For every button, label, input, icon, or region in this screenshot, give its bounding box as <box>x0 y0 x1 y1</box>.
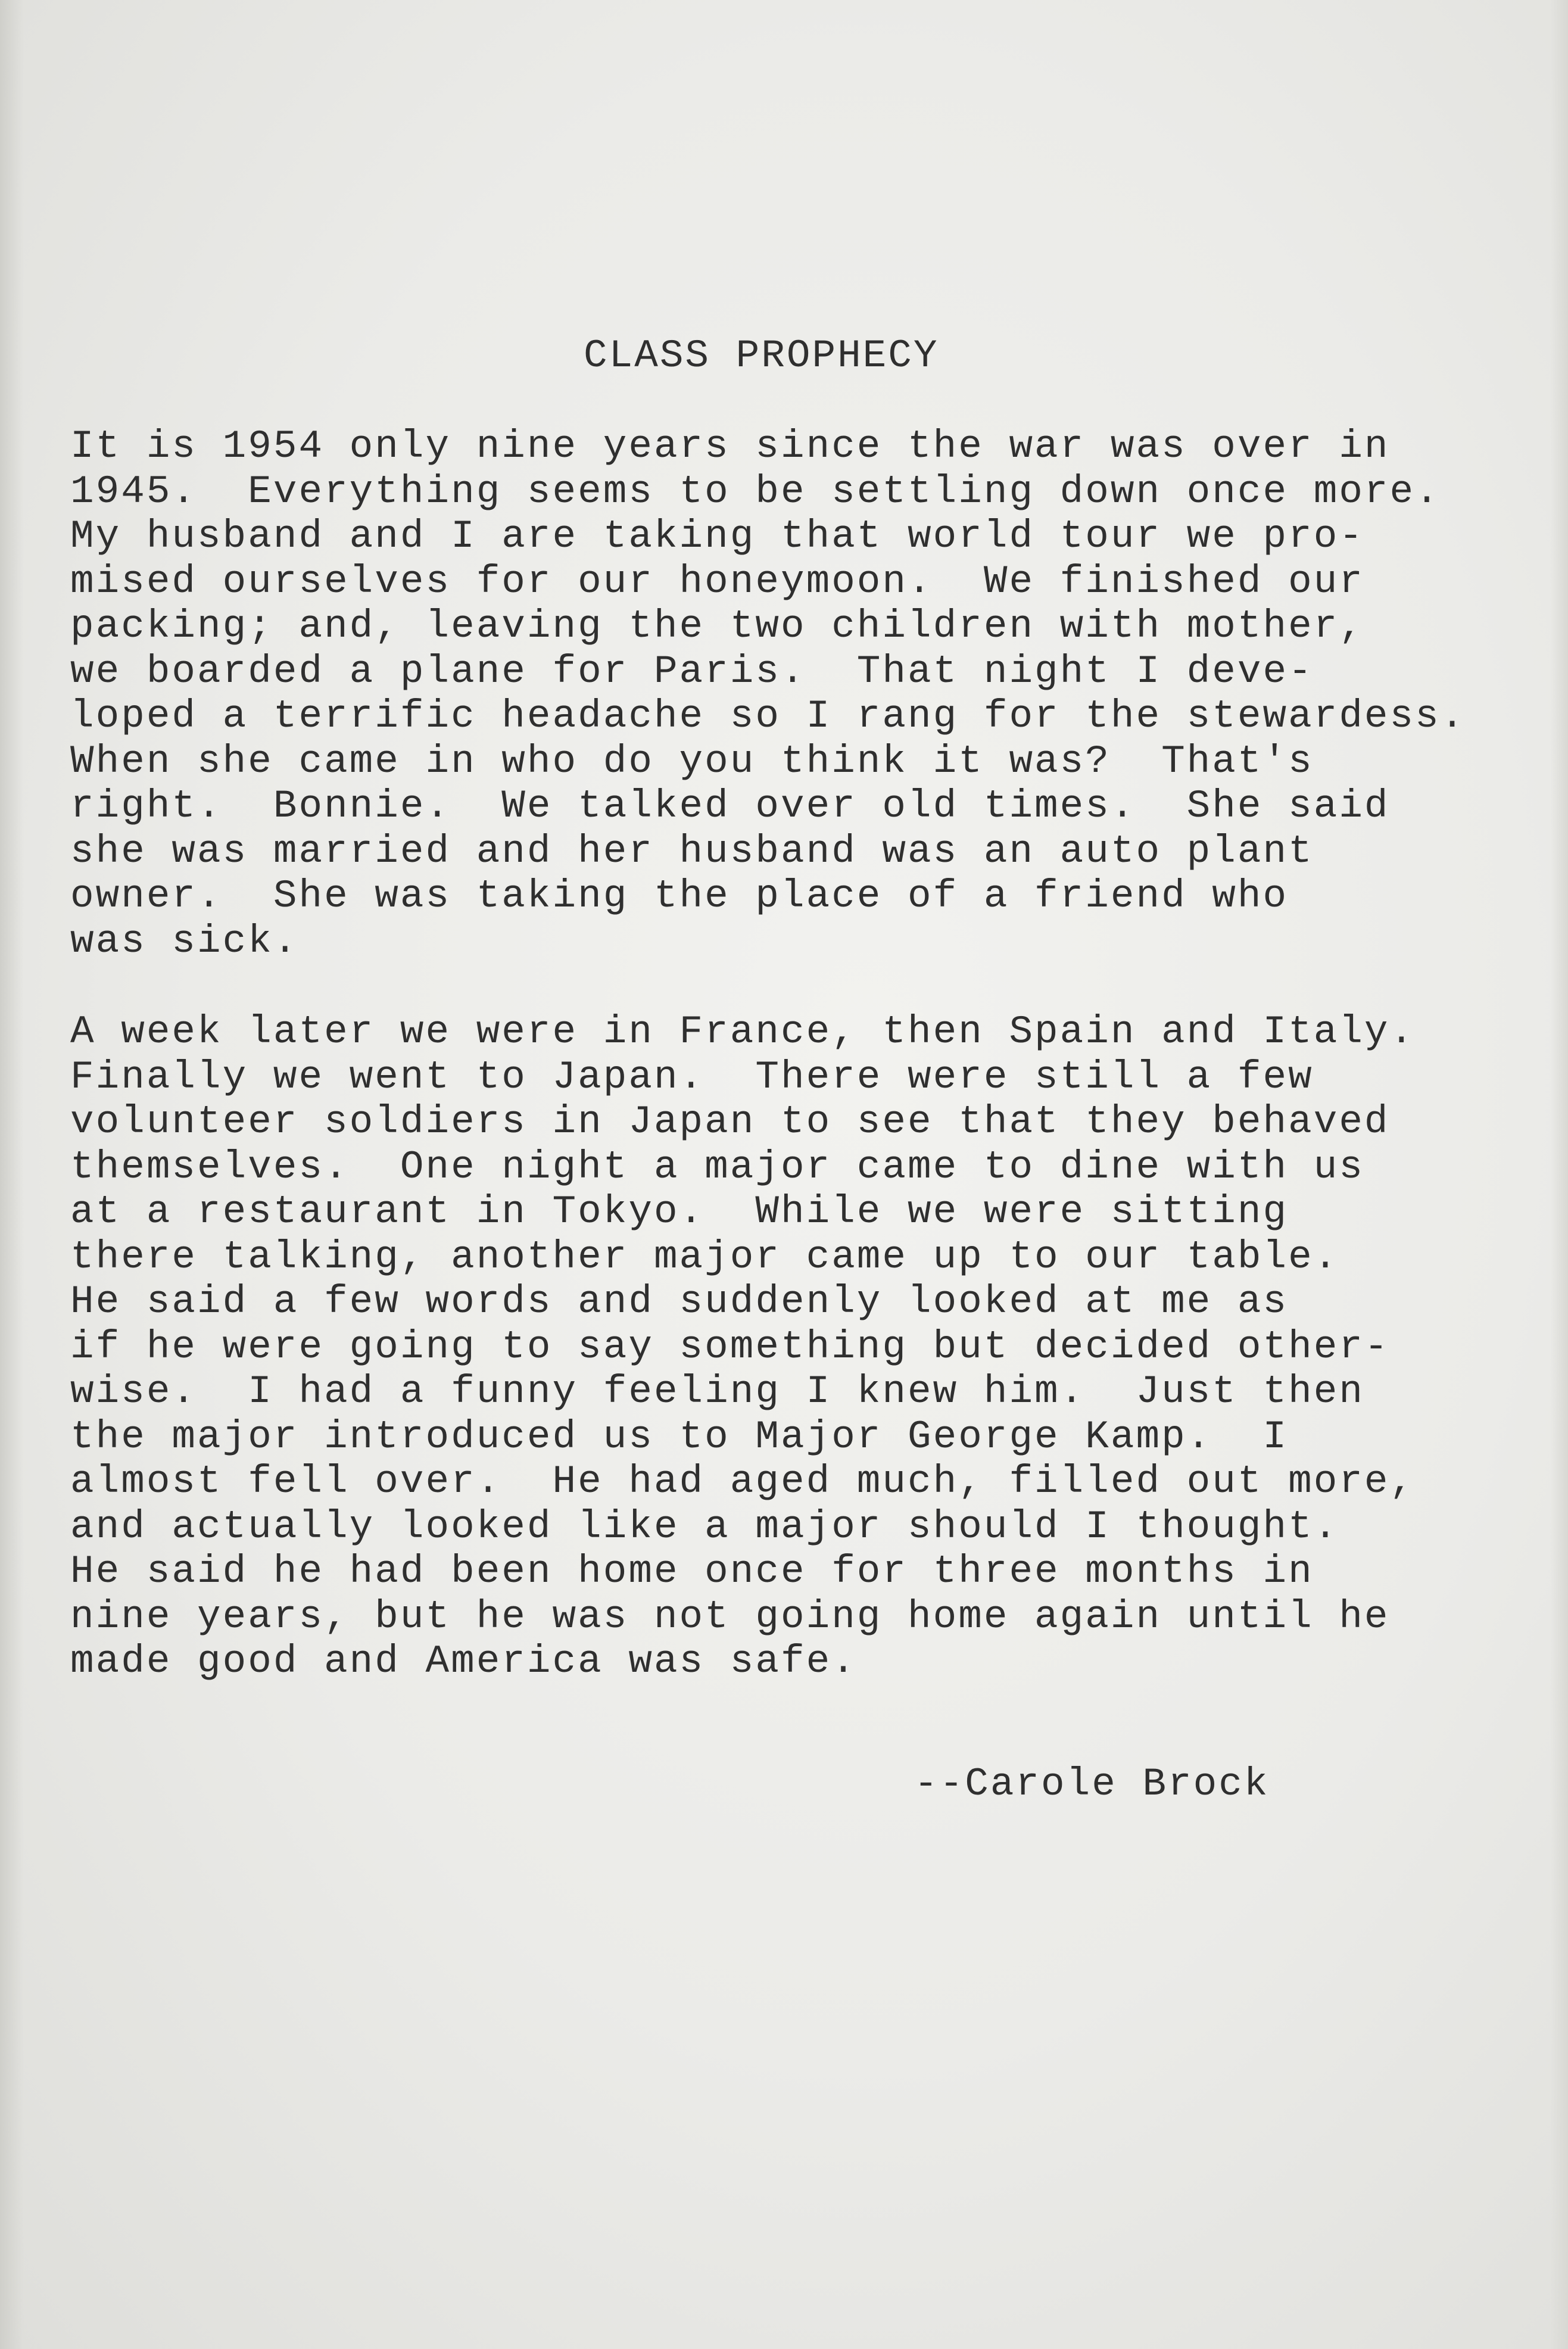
text-line: volunteer soldiers in Japan to see that they behaved <box>70 1099 1390 1144</box>
text-line: at a restaurant in Tokyo. While we were sitting <box>70 1189 1289 1234</box>
text-line: themselves. One night a major came to dine with us <box>70 1144 1364 1189</box>
text-line: A week later we were in France, then Spain and Italy. <box>70 1010 1416 1054</box>
text-line: He said he had been home once for three months in <box>70 1549 1314 1594</box>
text-line: right. Bonnie. We talked over old times. She said <box>70 784 1390 828</box>
text-line: 1945. Everything seems to be settling down once more. <box>70 469 1441 514</box>
text-line: nine years, but he was not going home again until he <box>70 1594 1390 1639</box>
text-line: mised ourselves for our honeymoon. We finished our <box>70 559 1364 604</box>
text-line: she was married and her husband was an auto plant <box>70 828 1314 874</box>
text-line: He said a few words and suddenly looked at me as <box>70 1279 1289 1324</box>
paragraph-2 <box>70 1010 1415 1684</box>
text-line: if he were going to say something but decided other- <box>70 1324 1390 1369</box>
text-line: we boarded a plane for Paris. That night I deve- <box>70 649 1314 694</box>
text-line: loped a terrific headache so I rang for the stewardess. <box>70 694 1466 739</box>
page-title: CLASS PROPHECY <box>584 334 939 378</box>
text-line: owner. She was taking the place of a friend who <box>70 874 1289 918</box>
text-line: and actually looked like a major should I thought. <box>70 1504 1339 1549</box>
text-line: It is 1954 only nine years since the war was over in <box>70 424 1390 469</box>
text-line: Finally we went to Japan. There were still a few <box>70 1054 1314 1099</box>
text-line: the major introduced us to Major George Kamp. I <box>70 1414 1289 1459</box>
text-line: made good and America was safe. <box>70 1639 857 1684</box>
paragraph-1 <box>70 424 1466 964</box>
text-line: there talking, another major came up to our table. <box>70 1234 1339 1279</box>
text-line: My husband and I are taking that world tour we pro- <box>70 514 1364 559</box>
text-line: almost fell over. He had aged much, filled out more, <box>70 1459 1416 1504</box>
text-line: wise. I had a funny feeling I knew him. Just then <box>70 1369 1364 1414</box>
text-line: was sick. <box>70 918 299 964</box>
author-signature: --Carole Brock <box>914 1762 1270 1806</box>
text-line: packing; and, leaving the two children with mother, <box>70 604 1364 649</box>
text-line: When she came in who do you think it was? That's <box>70 739 1314 784</box>
